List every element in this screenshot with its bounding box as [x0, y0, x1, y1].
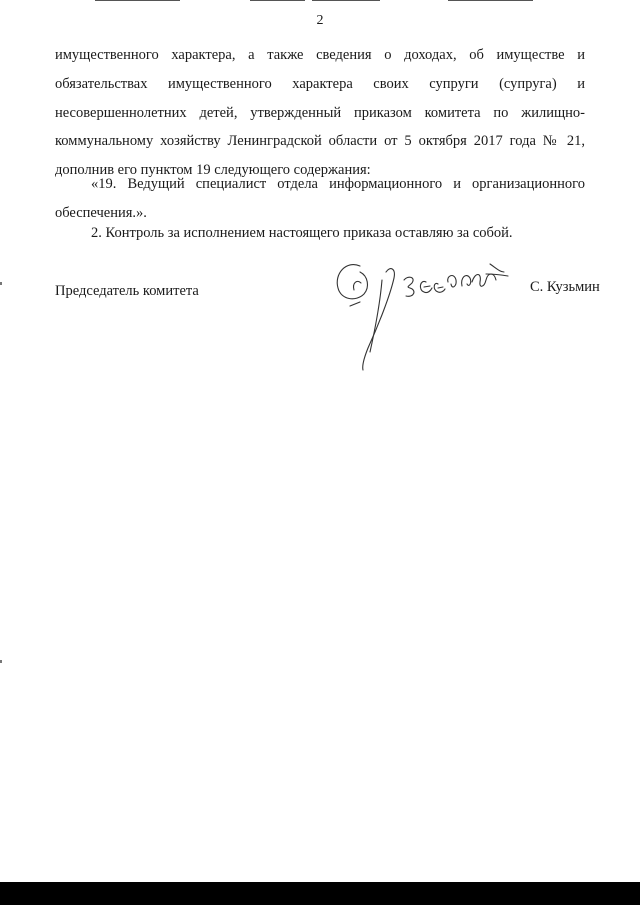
- scan-bottom-border: [0, 882, 640, 905]
- signer-name: С. Кузьмин: [530, 279, 600, 295]
- paragraph-control-clause: 2. Контроль за исполнением настоящего приказа оставляю за собой.: [91, 225, 513, 241]
- scan-edge-dot: [0, 660, 2, 663]
- paragraph-item-19: «19. Ведущий специалист отдела информационного и организационного обеспечения.».: [55, 176, 585, 221]
- scan-edge-line: [312, 0, 380, 1]
- scan-edge-line: [448, 0, 533, 1]
- signer-title: Председатель комитета: [55, 283, 199, 299]
- page-number: 2: [316, 13, 324, 28]
- scan-edge-line: [250, 0, 305, 1]
- paragraph-continuation: имущественного характера, а также сведения о доходах, об имуществе и обязательствах имущественного характера своих супруги (супруга) и несовершеннолетних детей, утвержденный приказом комитета по жилищно-коммунальному хозяйству Ленинградской области от 5 октября 2017 года № 21, дополнив его пунктом 19 следующего содержания:: [55, 47, 585, 179]
- scan-edge-line: [95, 0, 180, 1]
- handwritten-signature: [330, 250, 520, 375]
- scan-edge-dot: [0, 282, 2, 285]
